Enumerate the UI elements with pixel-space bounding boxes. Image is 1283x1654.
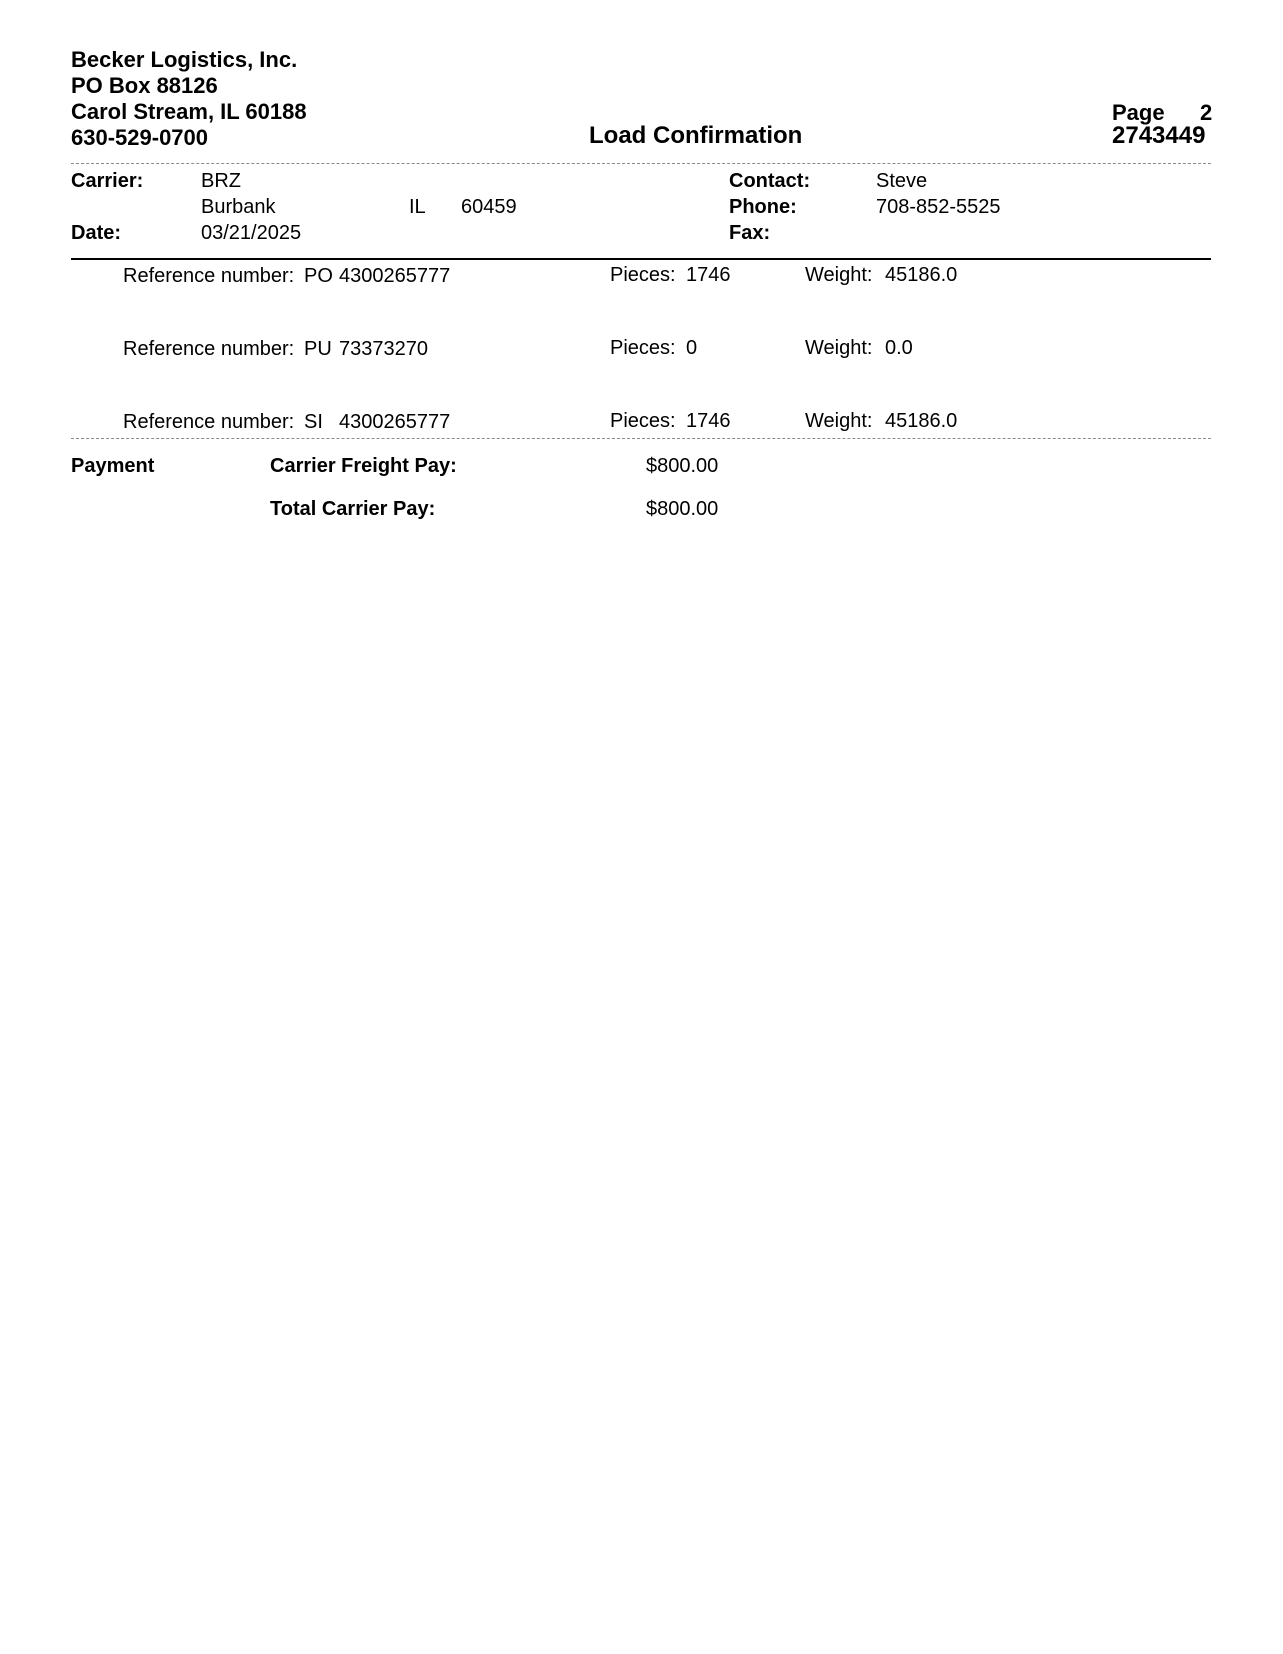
reference-number: 73373270 xyxy=(339,338,428,360)
pieces-value: 1746 xyxy=(686,410,731,432)
reference-label: Reference number: xyxy=(123,338,295,360)
pieces-value: 1746 xyxy=(686,264,731,286)
page-number: 2 xyxy=(1200,100,1213,125)
phone-label: Phone: xyxy=(729,196,797,218)
weight-label: Weight: xyxy=(805,264,873,286)
reference-type: PU xyxy=(304,338,332,360)
weight-value: 45186.0 xyxy=(885,264,958,286)
carrier-divider xyxy=(71,258,1211,260)
carrier-zip: 60459 xyxy=(461,196,517,218)
total-pay-label: Total Carrier Pay: xyxy=(270,498,436,520)
weight-value: 45186.0 xyxy=(885,410,958,432)
pieces-label: Pieces: xyxy=(610,337,676,359)
reference-divider xyxy=(71,438,1211,439)
company-address-line2: Carol Stream, IL 60188 xyxy=(71,99,307,124)
date-label: Date: xyxy=(71,222,122,244)
reference-number: 4300265777 xyxy=(339,265,451,287)
contact-label: Contact: xyxy=(729,170,811,192)
company-phone: 630-529-0700 xyxy=(71,125,209,150)
reference-label: Reference number: xyxy=(123,265,295,287)
reference-label: Reference number: xyxy=(123,411,295,433)
reference-number: 4300265777 xyxy=(339,411,451,433)
pieces-value: 0 xyxy=(686,337,698,359)
contact-value: Steve xyxy=(876,170,928,192)
carrier-name: BRZ xyxy=(201,170,241,192)
load-number: 2743449 xyxy=(1112,122,1206,149)
company-name: Becker Logistics, Inc. xyxy=(71,47,298,72)
weight-label: Weight: xyxy=(805,337,873,359)
company-address-line1: PO Box 88126 xyxy=(71,73,218,98)
total-pay-amount: $800.00 xyxy=(646,498,719,520)
carrier-city: Burbank xyxy=(201,196,276,218)
freight-pay-amount: $800.00 xyxy=(646,455,719,477)
weight-label: Weight: xyxy=(805,410,873,432)
pieces-label: Pieces: xyxy=(610,410,676,432)
carrier-state: IL xyxy=(409,196,426,218)
reference-type: SI xyxy=(304,411,323,433)
freight-pay-label: Carrier Freight Pay: xyxy=(270,455,457,477)
date-value: 03/21/2025 xyxy=(201,222,302,244)
payment-label: Payment xyxy=(71,455,155,477)
carrier-label: Carrier: xyxy=(71,170,144,192)
pieces-label: Pieces: xyxy=(610,264,676,286)
phone-value: 708-852-5525 xyxy=(876,196,1001,218)
fax-label: Fax: xyxy=(729,222,771,244)
document-title: Load Confirmation xyxy=(589,122,803,149)
weight-value: 0.0 xyxy=(885,337,913,359)
reference-type: PO xyxy=(304,265,333,287)
page-label: Page xyxy=(1112,100,1165,125)
header-divider xyxy=(71,163,1211,164)
